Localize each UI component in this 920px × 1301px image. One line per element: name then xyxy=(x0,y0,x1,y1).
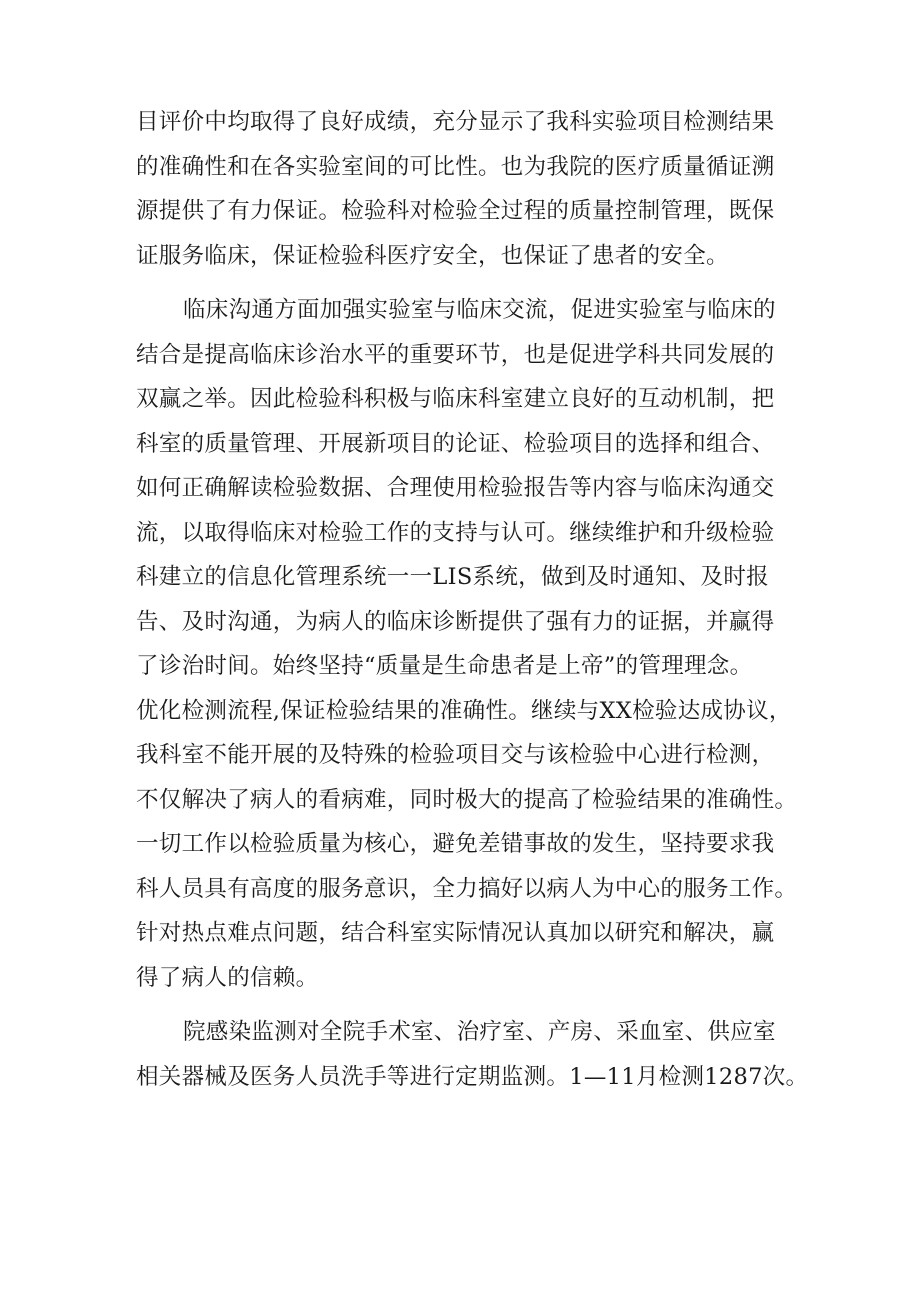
text-line: 科人员具有高度的服务意识，全力搞好以病人为中心的服务工作。 xyxy=(136,875,798,902)
text-line: 如何正确解读检验数据、合理使用检验报告等内容与临床沟通交 xyxy=(136,475,775,501)
text-line: 一切工作以检验质量为核心，避免差错事故的发生，坚持要求我 xyxy=(136,831,775,857)
text-line: 流，以取得临床对检验工作的支持与认可。继续维护和升级检验 xyxy=(136,519,775,546)
text-line: 的准确性和在各实验室间的可比性。也为我院的医疗质量循证溯 xyxy=(136,153,775,180)
text-line: 源提供了有力保证。检验科对检验全过程的质量控制管理，既保 xyxy=(136,198,775,224)
text-line: 得了病人的信赖。 xyxy=(136,964,319,991)
text-line: 我科室不能开展的及特殊的检验项目交与该检验中心进行检测， xyxy=(136,742,775,768)
paragraph-spacer xyxy=(136,278,816,288)
paragraph-quality-results xyxy=(136,100,816,278)
text-line: 双赢之举。因此检验科积极与临床科室建立良好的互动机制，把 xyxy=(136,386,775,412)
text-line: 结合是提高临床诊治水平的重要环节，也是促进学科共同发展的 xyxy=(136,341,775,368)
text-line: 针对热点难点问题，结合科室实际情况认真加以研究和解决，赢 xyxy=(136,920,775,946)
text-line: 目评价中均取得了良好成绩，充分显示了我科实验项目检测结果 xyxy=(136,109,775,135)
paragraph-clinical-communication xyxy=(136,288,816,1000)
document-body xyxy=(136,100,816,1099)
text-line: 科建立的信息化管理系统一一LIS系统，做到及时通知、及时报 xyxy=(136,564,769,590)
text-line: 证服务临床，保证检验科医疗安全，也保证了患者的安全。 xyxy=(136,242,729,269)
text-line: 优化检测流程,保证检验结果的准确性。继续与XX检验达成协议， xyxy=(136,697,792,724)
text-line: 不仅解决了病人的看病难，同时极大的提高了检验结果的准确性。 xyxy=(136,786,798,813)
text-line: 告、及时沟通，为病人的临床诊断提供了强有力的证据，并赢得 xyxy=(136,608,775,635)
text-line: 科室的质量管理、开展新项目的论证、检验项目的选择和组合、 xyxy=(136,430,775,457)
text-line: 了诊治时间。始终坚持“质量是生命患者是上帝”的管理理念。 xyxy=(136,653,753,679)
paragraph-spacer xyxy=(136,1000,816,1010)
paragraph-infection-monitoring xyxy=(136,1010,816,1099)
text-line: 临床沟通方面加强实验室与临床交流，促进实验室与临床的 xyxy=(183,297,776,323)
text-line: 相关器械及医务人员洗手等进行定期监测。1—11月检测1287次。 xyxy=(136,1063,809,1090)
text-line: 院感染监测对全院手术室、治疗室、产房、采血室、供应室 xyxy=(183,1019,776,1045)
